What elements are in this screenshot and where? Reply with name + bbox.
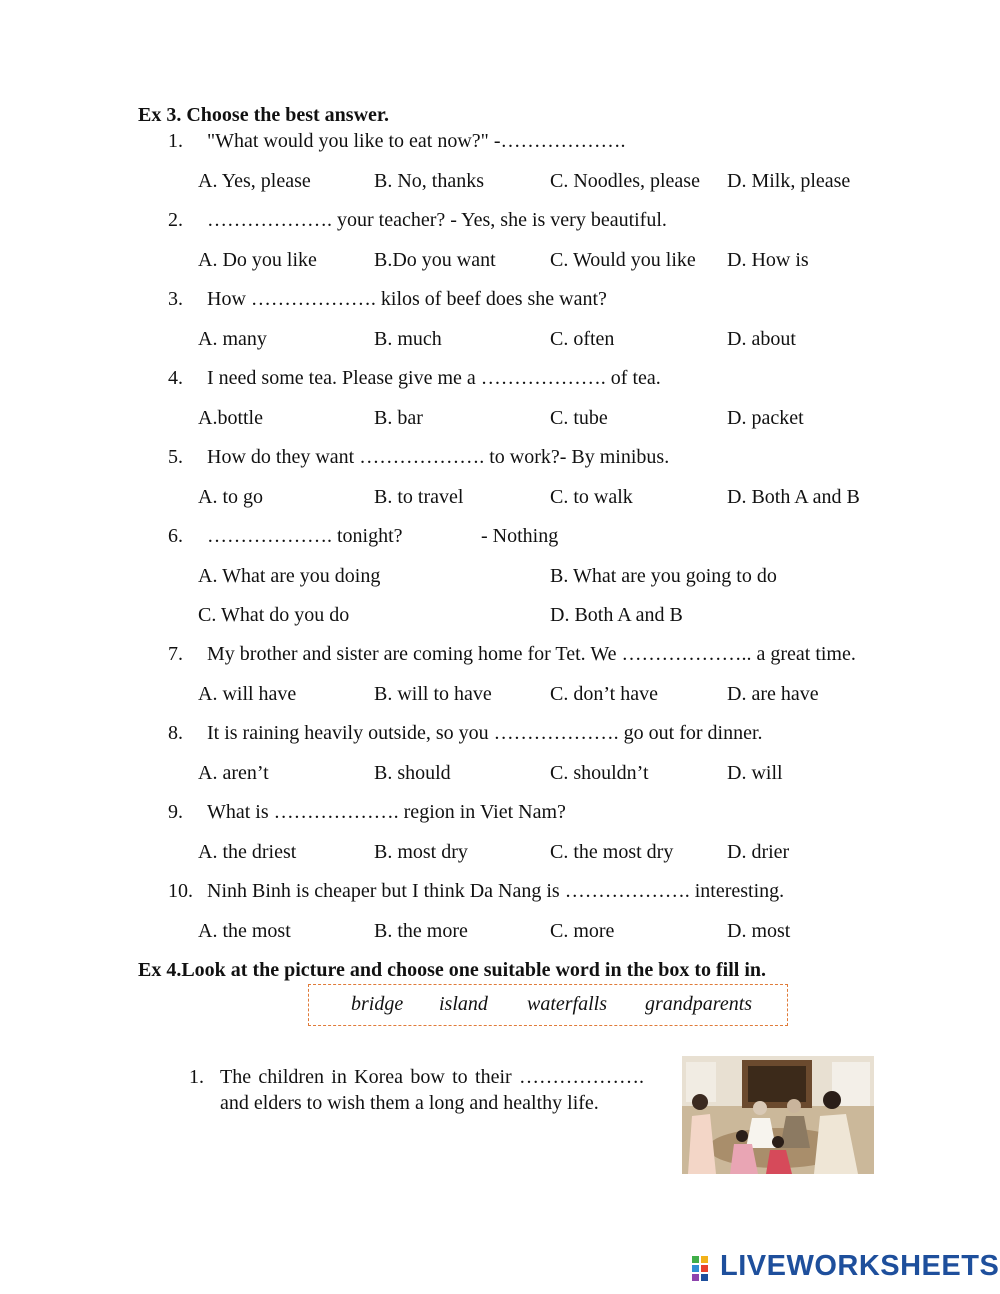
question-number: 10. bbox=[168, 880, 193, 902]
option-c[interactable]: C. shouldn’t bbox=[550, 762, 649, 784]
option-c[interactable]: C. more bbox=[550, 920, 615, 942]
question-text: It is raining heavily outside, so you ………………. go out for dinner. bbox=[207, 722, 763, 744]
option-c[interactable]: C. the most dry bbox=[550, 841, 674, 863]
option-c[interactable]: C. Would you like bbox=[550, 249, 696, 271]
option-c[interactable]: C. don’t have bbox=[550, 683, 658, 705]
question-text: "What would you like to eat now?" -………………. bbox=[207, 130, 626, 152]
question-number: 9. bbox=[168, 801, 183, 823]
question-text: Ninh Binh is cheaper but I think Da Nang is ………………. interesting. bbox=[207, 880, 785, 902]
option-b[interactable]: B. will to have bbox=[374, 683, 492, 705]
word-option: waterfalls bbox=[527, 993, 608, 1015]
option-b[interactable]: B. most dry bbox=[374, 841, 468, 863]
option-c[interactable]: C. often bbox=[550, 328, 615, 350]
question-text: ………………. your teacher? - Yes, she is very beautiful. bbox=[207, 209, 667, 231]
question-text: How do they want ………………. to work?- By minibus. bbox=[207, 446, 670, 468]
option-a[interactable]: A. Do you like bbox=[198, 249, 317, 271]
word-option: grandparents bbox=[645, 993, 753, 1015]
question-number: 4. bbox=[168, 367, 183, 389]
option-c[interactable]: C. Noodles, please bbox=[550, 170, 700, 192]
option-b[interactable]: B. No, thanks bbox=[374, 170, 484, 192]
brand-name: LIVEWORKSHEETS bbox=[720, 1250, 1000, 1282]
option-d[interactable]: D. drier bbox=[727, 841, 790, 863]
word-box bbox=[308, 984, 788, 1026]
question-text: I need some tea. Please give me a ………………. of tea. bbox=[207, 367, 661, 389]
word-option: bridge bbox=[351, 993, 404, 1015]
option-d[interactable]: D. are have bbox=[727, 683, 819, 705]
question-number: 7. bbox=[168, 643, 183, 665]
item-text: The children in Korea bow to their ………………. and elders to wish them a long and healthy life. bbox=[220, 1066, 644, 1114]
option-a[interactable]: A. the driest bbox=[198, 841, 297, 863]
option-d[interactable]: D. most bbox=[727, 920, 791, 942]
option-c[interactable]: C. tube bbox=[550, 407, 608, 429]
question-text: My brother and sister are coming home for Tet. We ……………….. a great time. bbox=[207, 643, 856, 665]
option-d[interactable]: D. Milk, please bbox=[727, 170, 851, 192]
option-d[interactable]: D. Both A and B bbox=[727, 486, 860, 508]
question-number: 3. bbox=[168, 288, 183, 310]
option-b[interactable]: B. the more bbox=[374, 920, 468, 942]
option-d[interactable]: D. about bbox=[727, 328, 796, 350]
option-a[interactable]: A. many bbox=[198, 328, 267, 350]
question-number: 5. bbox=[168, 446, 183, 468]
ex4-title: Ex 4.Look at the picture and choose one suitable word in the box to fill in. bbox=[138, 959, 767, 981]
question-number: 6. bbox=[168, 525, 183, 547]
option-c[interactable]: C. to walk bbox=[550, 486, 633, 508]
option-a[interactable]: A. aren’t bbox=[198, 762, 269, 784]
question-number: 1. bbox=[168, 130, 183, 152]
question-text: How ………………. kilos of beef does she want? bbox=[207, 288, 607, 310]
word-option: island bbox=[439, 993, 488, 1015]
ex3-title: Ex 3. Choose the best answer. bbox=[138, 104, 389, 126]
option-b[interactable]: B. to travel bbox=[374, 486, 464, 508]
question-text: What is ………………. region in Viet Nam? bbox=[207, 801, 566, 823]
question-number: 8. bbox=[168, 722, 183, 744]
option-c[interactable]: C. What do you do bbox=[198, 604, 350, 626]
option-a[interactable]: A. will have bbox=[198, 683, 297, 705]
option-d[interactable]: D. How is bbox=[727, 249, 809, 271]
option-d[interactable]: D. packet bbox=[727, 407, 804, 429]
option-b[interactable]: B. What are you going to do bbox=[550, 565, 777, 587]
item-number: 1. bbox=[189, 1066, 204, 1088]
option-b[interactable]: B. much bbox=[374, 328, 442, 350]
question-number: 2. bbox=[168, 209, 183, 231]
option-a[interactable]: A.bottle bbox=[198, 407, 263, 429]
option-a[interactable]: A. What are you doing bbox=[198, 565, 381, 587]
liveworksheets-logo-icon bbox=[692, 1252, 718, 1286]
option-d[interactable]: D. will bbox=[727, 762, 783, 784]
question-reply: - Nothing bbox=[481, 525, 559, 547]
option-a[interactable]: A. Yes, please bbox=[198, 170, 311, 192]
option-b[interactable]: B. should bbox=[374, 762, 451, 784]
option-a[interactable]: A. to go bbox=[198, 486, 263, 508]
option-b[interactable]: B. bar bbox=[374, 407, 423, 429]
option-a[interactable]: A. the most bbox=[198, 920, 291, 942]
question-text: ………………. tonight? bbox=[207, 525, 403, 547]
family-photo bbox=[682, 1056, 874, 1174]
option-b[interactable]: B.Do you want bbox=[374, 249, 496, 271]
option-d[interactable]: D. Both A and B bbox=[550, 604, 683, 626]
